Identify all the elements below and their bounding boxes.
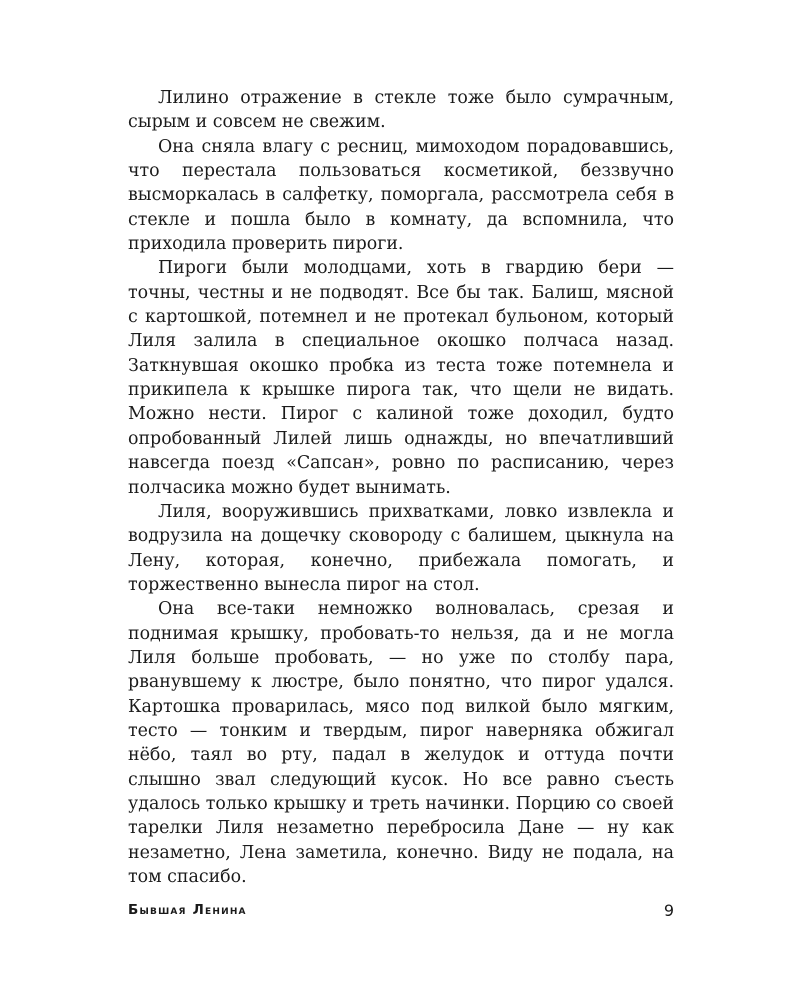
page-number: 9 xyxy=(663,901,674,920)
paragraph-2: Она сняла влагу с ресниц, мимоходом порадовавшись, что перестала пользоваться косметикой, беззвучно высморкалась в салфетку, поморгала, рассмотрела себя в стекле и пошла было в комнату, да вспомнила, что приходила проверить пироги. xyxy=(128,136,674,255)
paragraph-4: Лиля, вооружившись прихватками, ловко извлекла и водрузила на дощечку сковороду с балишем, цыкнула на Лену, которая, конечно, прибежала помогать, и торжественно вынесла пирог на стол. xyxy=(128,501,674,595)
paragraph-1: Лилино отражение в стекле тоже было сумрачным, сырым и совсем не свежим. xyxy=(128,88,674,133)
paragraph-3: Пироги были молодцами, хоть в гвардию бери — точны, честны и не подводят. Все бы так. Балиш, мясной с картошкой, потемнел и не протекал бульоном, который Лиля залила в специальное окошко полчаса назад. Заткнувшая окошко пробка из теста тоже потемнела и прикипела к крышке пирога так, что щели не видать. Можно нести. Пирог с калиной тоже доходил, будто опробованный Лилей лишь однажды, но впечатливший навсегда поезд «Сапсан», ровно по расписанию, через полчасика можно будет вынимать. xyxy=(128,258,674,498)
page-footer xyxy=(128,902,674,924)
running-title: Бывшая Ленина xyxy=(128,902,247,918)
body-text xyxy=(128,86,674,889)
paragraph-5: Она все-таки немножко волновалась, срезая и поднимая крышку, пробовать-то нельзя, да и не могла Лиля больше пробовать, — но уже по столбу пара, рванувшему к люстре, было понятно, что пирог удался. Картошка проварилась, мясо под вилкой было мягким, тесто — тонким и твердым, пирог наверняка обжигал нёбо, таял во рту, падал в желудок и оттуда почти слышно звал следующий кусок. Но все равно съесть удалось только крышку и треть начинки. Порцию со своей тарелки Лиля незаметно перебросила Дане — ну как незаметно, Лена заметила, конечно. Виду не подала, на том спасибо. xyxy=(128,599,674,887)
